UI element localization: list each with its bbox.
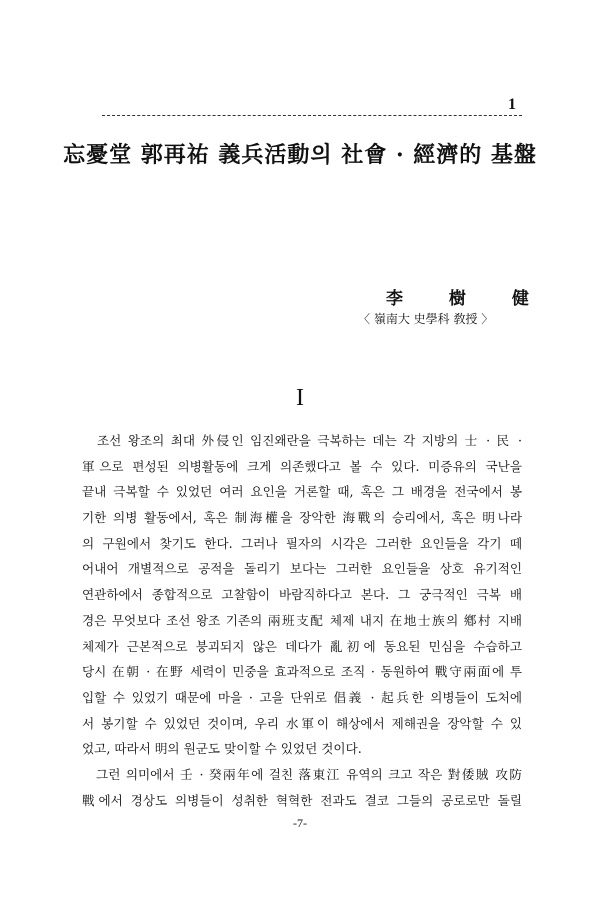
article-title: 忘憂堂 郭再祐 義兵活動의 社會 · 經濟的 基盤: [63, 142, 537, 168]
body-line: 서 봉기할 수 있었던 것이며, 우리 水軍이 해상에서 제해권을 장악할 수 있: [82, 715, 522, 731]
body-line: 기한 의병 활동에서, 혹은 制海權을 장악한 海戰의 승리에서, 혹은 明나라: [82, 510, 522, 526]
body-line: 연관하에서 종합적으로 고찰함이 바람직하다고 본다. 그 궁극적인 극복 배: [82, 587, 522, 603]
body-line: 조선 왕조의 최대 外侵인 임진왜란을 극복하는 데는 각 지방의 士 · 民 ·: [82, 433, 522, 448]
footer-page-number: -7-: [293, 816, 307, 830]
body-line: 戰에서 경상도 의병들이 성취한 혁혁한 전과도 결코 그들의 공로로만 돌릴: [82, 792, 522, 808]
body-line: 당시 在朝 · 在野 세력이 민중을 효과적으로 조직 · 동원하여 戰守兩面에 투: [82, 664, 522, 680]
author-name: 李 樹 健: [386, 289, 549, 309]
body-line: 軍으로 편성된 의병활동에 크게 의존했다고 볼 수 있다. 미증유의 국난을: [82, 458, 522, 474]
body-line: 경은 무엇보다 조선 왕조 기존의 兩班支配 체제 내지 在地士族의 鄕村 지배: [82, 612, 522, 628]
body-line: 입할 수 있었기 때문에 마을 · 고을 단위로 倡義 · 起兵한 의병들이 도처에: [82, 689, 522, 705]
body-line: 끝내 극복할 수 있었던 여러 요인을 거론할 때, 혹은 그 배경을 전국에서 봉: [82, 484, 522, 500]
body-line: 의 구원에서 찾기도 한다. 그러나 필자의 시각은 그러한 요인들을 각기 떼: [82, 535, 522, 551]
body-line: 그런 의미에서 壬 · 癸兩年에 걸친 落東江 유역의 크고 작은 對倭賊 攻防: [82, 766, 522, 782]
author-affiliation: 〈 嶺南大 史學科 敎授 〉: [358, 312, 494, 326]
header-page-number: 1: [508, 96, 516, 113]
body-line: 어내어 개별적으로 공적을 돌리기 보다는 그러한 요인들을 상호 유기적인: [82, 561, 522, 577]
section-heading: I: [296, 385, 304, 411]
body-line: 었고, 따라서 明의 원군도 맞이할 수 있었던 것이다.: [82, 741, 362, 757]
body-text: [82, 428, 522, 813]
body-line: 체제가 근본적으로 붕괴되지 않은 데다가 亂初에 동요된 민심을 수습하고: [82, 638, 522, 654]
header-rule: [102, 115, 522, 116]
